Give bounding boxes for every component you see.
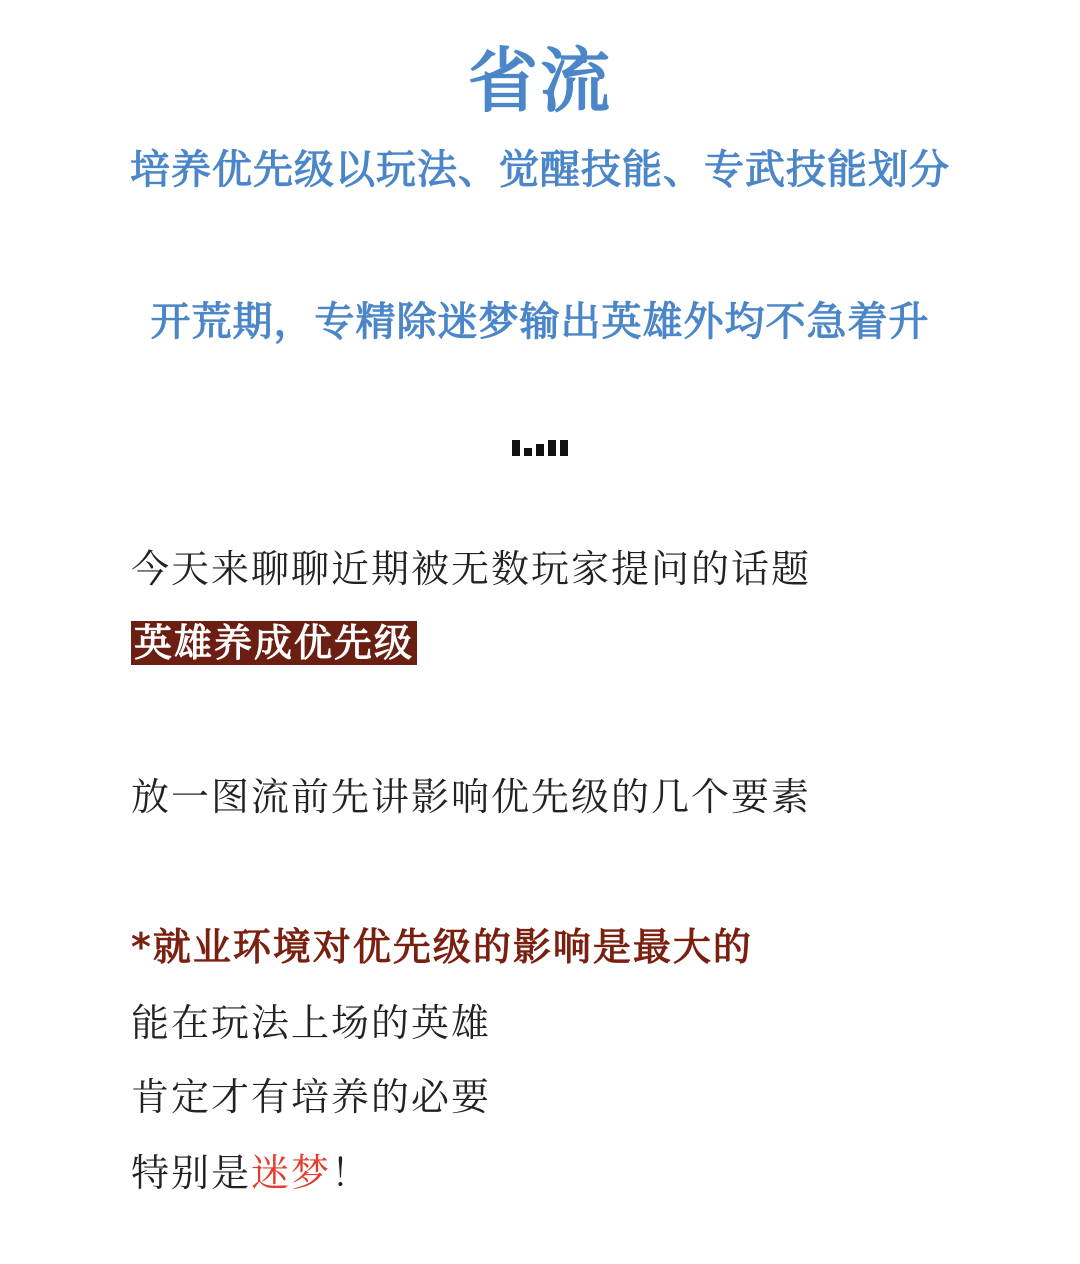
page-title: 省流 xyxy=(468,40,612,122)
red-keyword: 迷梦 xyxy=(251,1151,332,1195)
factors-intro-text: 放一图流前先讲影响优先级的几个要素 xyxy=(131,775,812,819)
text-prefix: 特别是 xyxy=(131,1151,252,1195)
divider-bar xyxy=(536,444,544,456)
text-suffix: ！ xyxy=(331,1151,372,1195)
subtitle-early-stage-advice: 开荒期，专精除迷梦输出英雄外均不急着升 xyxy=(150,299,930,345)
section-divider-icon xyxy=(512,438,570,456)
intro-text: 今天来聊聊近期被无数玩家提问的话题 xyxy=(131,547,812,591)
body-text-line: 肯定才有培养的必要 xyxy=(131,1075,492,1119)
divider-bar xyxy=(524,448,532,456)
divider-bar xyxy=(548,440,556,456)
body-text-line: 能在玩法上场的英雄 xyxy=(131,1001,492,1045)
subtitle-priority-basis: 培养优先级以玩法、觉醒技能、专武技能划分 xyxy=(130,147,950,193)
topic-highlight: 英雄养成优先级 xyxy=(131,621,417,665)
topic-highlight-line xyxy=(131,618,417,668)
divider-bar xyxy=(560,440,568,456)
body-text-line-special xyxy=(131,1148,371,1198)
emphasis-text: *就业环境对优先级的影响是最大的 xyxy=(131,925,753,969)
divider-bar xyxy=(512,440,520,456)
